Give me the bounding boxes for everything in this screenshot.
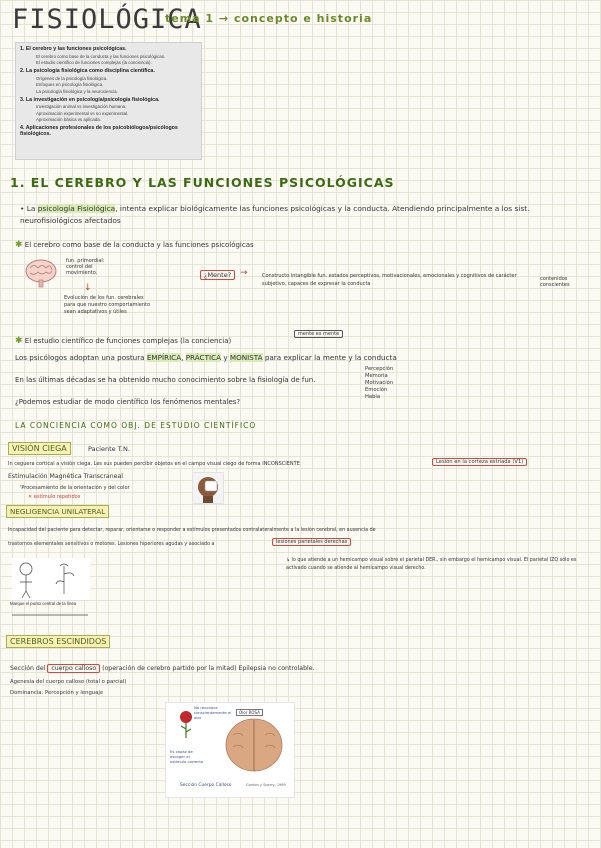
page-title: FISIOLÓGICA [12,4,202,35]
inconsciente-term: INCONSCIENTE [262,461,300,467]
line-bisection-task [10,608,90,622]
negligencia-line1: Incapacidad del paciente para detectar, reparar, orientarse o responder a estímulos presentados contralateralmente a la lesión cerebral, en ausencia de [8,528,376,533]
negligencia-figure-caption: Marque el punto central de la línea [10,601,77,606]
seccion-text: Sección del [10,665,46,672]
tms-line: Estimulación Magnética Transcraneal [8,473,123,480]
paciente-label: Paciente T.N. [88,445,130,453]
star-icon: ✱ [15,336,23,346]
conjunction-text: y [223,353,228,362]
conciencia-heading: LA CONCIENCIA COMO OBJ. DE ESTUDIO CIENTÍFICO [15,421,257,430]
list-item: Percepción [365,366,394,372]
negligencia-note: ↳ lo que atiende a un hemicampo visual sobre el parietal DER., sin embargo el hemicampo visual. El parietal IZQ sólo es activado cuando se atiende al hemicampo visual derecho. [286,558,577,571]
toc-section-title: 1. El cerebro y las funciones psicológicas. [20,46,127,52]
toc-item: Enfoques en psicología fisiológica. [36,82,104,87]
highlight-term: psicología Fisiológica [37,204,116,213]
figure-caption: Sección Cuerpo Calloso [180,783,232,788]
split-brain-figure [165,702,295,798]
section-heading: 1. EL CEREBRO Y LAS FUNCIONES PSICOLÓGICAS [10,175,395,190]
toc-item: Aproximación experimental vs no experimental. [36,110,129,116]
escoger-estimulo-label: Es capaz de escoger el estímulo correcto [170,749,204,764]
vision-note-1: 'Procesamiento de la orientación y del color [20,485,130,491]
dominancia-line: Dominancia: Percepción y lenguaje [10,690,104,696]
evolucion-note: Evolución de los fun. cerebrales para que nuestro comportamiento sean adaptativos y útiles [64,295,151,315]
postura-text-end: para explicar la mente y la conducta [264,353,397,362]
brain-illustration [24,258,58,288]
arrow-down-icon: ↓ [84,283,92,293]
toc-section-title: 2. La psicología fisiológica como disciplina científica. [20,68,155,74]
rose-icon [176,709,196,739]
negligencia-line2: trastornos elementales sensitivos o motores. Lesiones hiperiores agudas y asociado a [8,542,215,547]
practica-term: PRÁCTICA [185,353,222,362]
figure-credit: Gordon y Sperry, 1969 [246,783,286,787]
toc-item: Aproximación básica vs aplicada. [36,117,101,122]
decadas-line: En las últimas décadas se ha obtenido mucho conocimiento sobre la fisiología de fun. [15,376,316,384]
subheading-text: El estudio científico de funciones complejas (la conciencia) [24,337,232,345]
mente-definition: Constructo intangible fun. estados perceptivos, motivacionales, emocionales y cognitivos de carácter subjetivo, capaces de expresar la conducta [262,273,517,287]
tms-head-photo [192,472,224,504]
seccion-line [10,665,315,672]
comma-text: , [181,353,184,362]
lesion-parietal-box: lesiones parietales derechas [272,538,351,546]
list-item: Motivación [365,380,394,386]
empirica-term: EMPÍRICA [146,353,182,362]
postura-line [15,353,397,362]
vision-desc-text: In ceguera cortical a visión ciega. Les sus pueden percibir objetos en el campo visual ciego de forma [8,461,261,467]
bullet-text: , intenta explicar biológicamente las funciones psicológicas y la conducta. Atendiendo principalmente a los sist. neurofisiológicos afectados [20,204,530,225]
mente-tag: mente es mente [294,330,343,338]
lesion-box: Lesión en la corteza estriada (V1) [432,458,527,466]
subheading-text: El cerebro como base de la conducta y las funciones psicológicas [24,241,254,249]
negligencia-label: NEGLIGENCIA UNILATERAL [6,505,109,518]
question-line: ¿Podemos estudiar de modo científico los fenómenos mentales? [15,398,241,406]
cuerpo-calloso-term: cuerpo calloso [47,664,100,673]
toc-section-title: 4. Aplicaciones profesionales de los psicobiólogos/psicólogos fisiológicos. [20,125,178,137]
toc-section [16,46,201,65]
list-item: Emoción [365,387,388,393]
vision-ciega-label: VISIÓN CIEGA [8,442,71,455]
table-of-contents [15,42,202,160]
monista-term: MONISTA [229,353,263,362]
funciones-list [365,366,393,401]
postura-text: Los psicólogos adoptan una postura [15,353,145,362]
agenesia-line: Agenesia del cuerpo calloso (total o parcial) [10,679,127,685]
toc-item: El estudio científico de funciones complejas (la conciencia). [36,60,152,65]
mente-label: ¿Mente? [200,270,235,280]
page-subtitle: tema 1 → concepto e historia [165,12,373,25]
toc-item: Orígenes de la psicología fisiológica. [36,75,108,81]
olor-rosa-label: Olor ROSA [236,709,263,716]
toc-section-title: 3. La investigación en psicología/psicología fisiológica. [20,96,160,103]
arrow-right-icon: → [240,268,248,278]
toc-section [16,125,201,137]
fun-primordial-note: fun. primordial: control del movimiento. [66,258,105,276]
toc-item: La psicología fisiológica y la neurociencia. [36,88,118,94]
list-item: Habla [365,394,380,400]
seccion-text-end: (operación de cerebro partido por la mitad) Epilepsia no controlable. [102,665,315,672]
toc-item: El cerebro como base de la conducta y las funciones psicológicas. [36,53,166,59]
paragraph-psicologia-fisiologica [20,203,580,227]
negligencia-drawings [12,558,90,600]
toc-item: Investigación animal vs investigación humana. [36,104,127,109]
toc-section [16,97,201,123]
contenidos-note: contenidos conscientes [540,276,570,288]
subheading-conciencia [15,336,231,346]
no-reconoce-label: No reconoce conscientemente el olor [194,705,232,720]
star-icon: ✱ [15,240,23,250]
toc-section [16,68,201,94]
subheading-cerebro [15,240,254,250]
bullet-start: • La [20,204,36,213]
list-item: Memoria [365,373,388,379]
brain-topview-icon [221,715,287,773]
vision-desc [8,461,300,467]
cerebros-escindidos-label: CEREBROS ESCINDIDOS [6,635,110,648]
vision-note-2: ✕ estímulo repetidos [28,494,81,500]
